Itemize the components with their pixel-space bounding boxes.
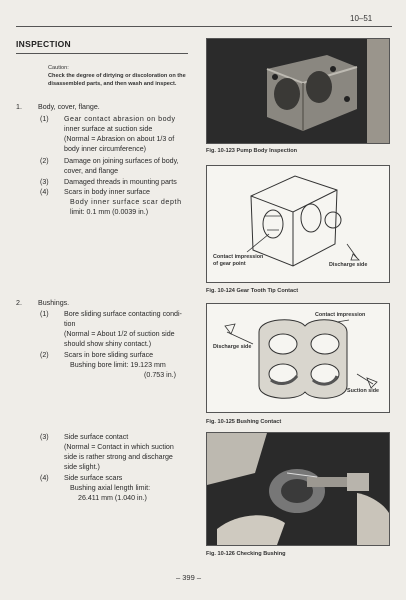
bushing-contact-diagram	[206, 303, 390, 413]
discharge-side-label: Discharge side	[213, 344, 252, 350]
caution-text: Check the degree of dirtying or discoloration on the disassembled parts, and then wash and inspect.	[48, 73, 186, 88]
sub-number: (3)	[40, 178, 49, 186]
figure-caption: Fig. 10-125 Bushing Contact	[206, 419, 282, 425]
sub-text: Side surface contact (Normal = Contact in which suction side is rather strong and discharge side slight.)	[64, 433, 174, 471]
discharge-side-label: Discharge side	[329, 262, 368, 268]
sub-text: Damaged threads in mounting parts	[64, 178, 177, 186]
sub-text: Gear contact abrasion on body inner surface at suction side (Normal = Abrasion on about 1/3 of body inner circumference)	[64, 115, 176, 153]
sub-number: (4)	[40, 188, 49, 196]
bushing-drawing	[207, 304, 389, 412]
sub-number: (1)	[40, 310, 49, 318]
gear-tooth-diagram	[206, 165, 390, 283]
sub-text: Damage on joining surfaces of body, cover, and flange	[64, 157, 179, 175]
caution-label: Caution:	[48, 65, 69, 71]
contact-impression-label: Contact impression	[315, 312, 366, 318]
sub-text: Scars in bore sliding surface Bushing bore limit: 19.123 mm (0.753 in.)	[64, 351, 176, 379]
figure-caption: Fig. 10-124 Gear Tooth Tip Contact	[206, 288, 299, 294]
sub-text: Side surface scars Bushing axial length limit: 26.411 mm (1.040 in.)	[64, 474, 151, 502]
header-rule	[16, 26, 392, 27]
micrometer-image	[207, 433, 389, 545]
pump-body-image	[207, 39, 389, 143]
contact-impression-label: Contact impression of gear point	[213, 254, 264, 267]
caution-note	[48, 64, 198, 89]
section-title: INSPECTION	[16, 39, 71, 49]
item-2-title: Bushings.	[38, 299, 70, 307]
figure-caption: Fig. 10-126 Checking Bushing	[206, 551, 286, 557]
item-1-number: 1.	[16, 103, 22, 111]
checking-bushing-photo	[206, 432, 390, 546]
pump-body-photo	[206, 38, 390, 144]
page-reference: 10–51	[350, 14, 373, 23]
suction-side-label: Suction side	[347, 388, 380, 394]
sub-number: (2)	[40, 157, 49, 165]
sub-number: (1)	[40, 115, 49, 123]
page-number: – 399 –	[176, 573, 202, 582]
sub-number: (2)	[40, 351, 49, 359]
item-2-number: 2.	[16, 299, 22, 307]
sub-number: (3)	[40, 433, 49, 441]
item-1-title: Body, cover, flange.	[38, 103, 100, 111]
sub-text: Scars in body inner surface Body inner surface scar depth limit: 0.1 mm (0.0039 in.)	[64, 188, 182, 216]
section-rule	[16, 53, 188, 54]
figure-caption: Fig. 10-123 Pump Body Inspection	[206, 148, 298, 154]
sub-text: Bore sliding surface contacting condi- tion (Normal = About 1/2 of suction side should show shiny contact.)	[64, 310, 182, 348]
sub-number: (4)	[40, 474, 49, 482]
